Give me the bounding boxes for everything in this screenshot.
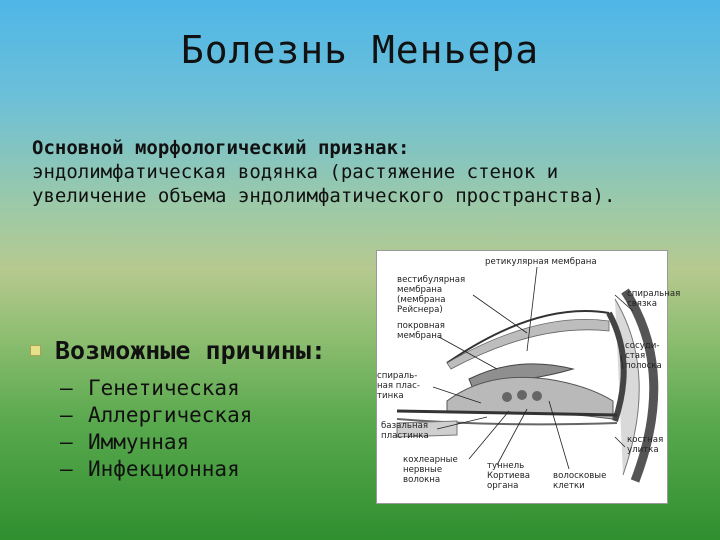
cause-label: Аллергическая bbox=[88, 403, 253, 427]
label-spiral-ligament: спиральная связка bbox=[627, 289, 681, 309]
label-cochlear-nerve-fibers: кохлеарные нервные волокна bbox=[403, 455, 458, 485]
list-item bbox=[60, 429, 326, 456]
causes-section bbox=[30, 336, 326, 483]
label-spiral-lamina: спираль- ная плас- тинка bbox=[377, 371, 420, 401]
causes-list bbox=[60, 375, 326, 483]
label-corti-tunnel: туннель Кортиева органа bbox=[487, 461, 531, 491]
slide-title: Болезнь Меньера bbox=[180, 28, 540, 72]
causes-heading-text: Возможные причины: bbox=[55, 336, 326, 365]
cause-label: Иммунная bbox=[88, 430, 190, 454]
label-bony-cochlea: костная улитка bbox=[627, 435, 664, 455]
main-finding-lead: Основной морфологический признак: bbox=[32, 137, 410, 159]
label-stria-vascularis: сосуди- стая полоска bbox=[625, 341, 662, 371]
label-reticular-membrane: ретикулярная мембрана bbox=[485, 257, 597, 267]
list-item bbox=[60, 456, 326, 483]
dash-bullet: – bbox=[60, 403, 73, 427]
cause-label: Инфекционная bbox=[88, 457, 240, 481]
square-bullet-icon bbox=[30, 345, 41, 356]
label-basilar-membrane: базальная пластинка bbox=[381, 421, 429, 441]
dash-bullet: – bbox=[60, 457, 73, 481]
list-item bbox=[60, 402, 326, 429]
main-finding-description: эндолимфатическая водянка (растяжение стенок и увеличение объема эндолимфатического пространства). bbox=[32, 161, 616, 207]
label-tectorial-membrane: покровная мембрана bbox=[397, 321, 445, 341]
dash-bullet: – bbox=[60, 430, 73, 454]
list-item bbox=[60, 375, 326, 402]
label-hair-cells: волосковые клетки bbox=[553, 471, 607, 491]
cochlea-diagram bbox=[376, 250, 681, 504]
causes-heading bbox=[30, 336, 326, 365]
main-finding bbox=[32, 136, 632, 208]
label-vestibular-membrane: вестибулярная мембрана (мембрана Рейснера) bbox=[397, 275, 466, 315]
cause-label: Генетическая bbox=[88, 376, 240, 400]
dash-bullet: – bbox=[60, 376, 73, 400]
